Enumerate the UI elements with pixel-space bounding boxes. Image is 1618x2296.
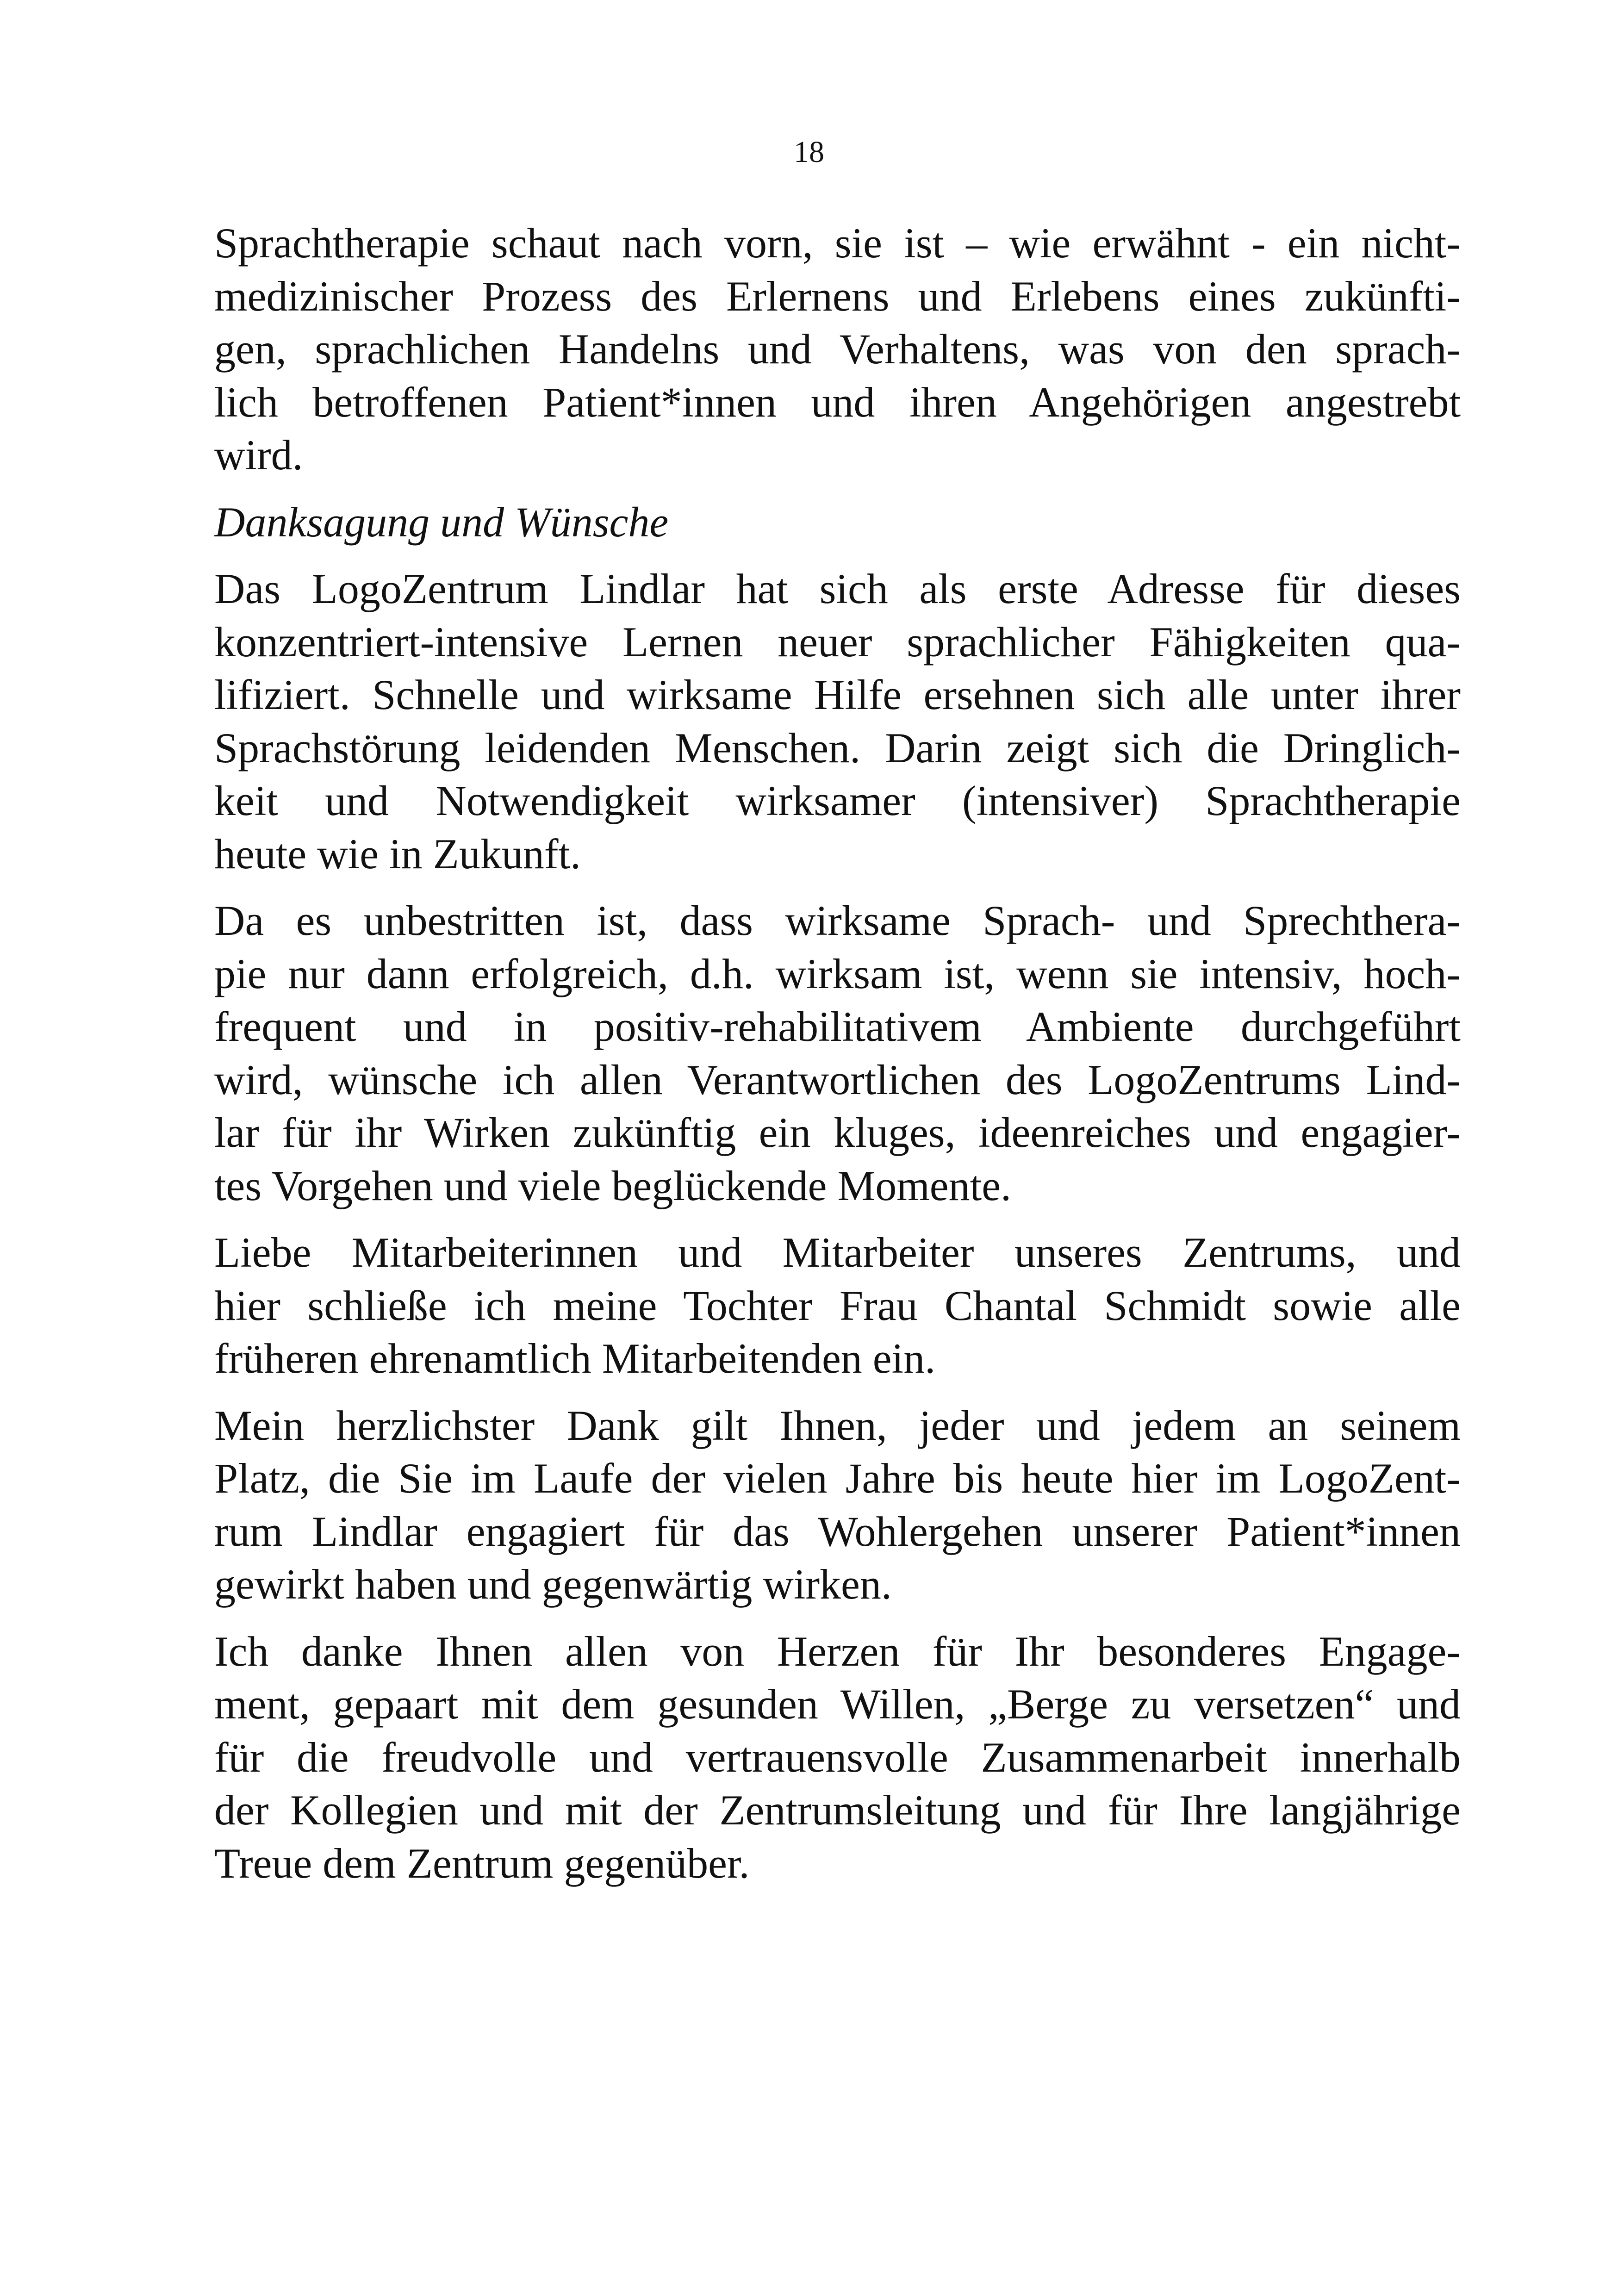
text-line: lich betroffenen Patient*innen und ihren Angehörigen angestrebt bbox=[214, 378, 1461, 426]
text-line: rum Lindlar engagiert für das Wohlergehen unserer Patient*innen bbox=[214, 1507, 1461, 1555]
text-line: wird. bbox=[214, 431, 303, 479]
body-text bbox=[161, 217, 1461, 1904]
text-line: lar für ihr Wirken zukünftig ein kluges, ideenreiches und engagier- bbox=[214, 1109, 1461, 1156]
text-line: medizinischer Prozess des Erlernens und Erlebens eines zukünfti- bbox=[214, 272, 1461, 320]
paragraph-engagement bbox=[161, 1625, 1461, 1890]
text-line: für die freudvolle und vertrauensvolle Zusammenarbeit innerhalb bbox=[214, 1733, 1461, 1781]
text-line: Mein herzlichster Dank gilt Ihnen, jeder und jedem an seinem bbox=[214, 1401, 1461, 1449]
text-line: gewirkt haben und gegenwärtig wirken. bbox=[214, 1561, 892, 1608]
text-line: gen, sprachlichen Handelns und Verhaltens, was von den sprach- bbox=[214, 325, 1461, 373]
text-line: Sprachtherapie schaut nach vorn, sie ist – wie erwähnt - ein nicht- bbox=[214, 219, 1461, 267]
paragraph-unbestritten bbox=[161, 894, 1461, 1212]
text-line: Platz, die Sie im Laufe der vielen Jahre bis heute hier im LogoZent- bbox=[214, 1455, 1461, 1502]
text-line: konzentriert-intensive Lernen neuer sprachlicher Fähigkeiten qua- bbox=[214, 618, 1461, 666]
text-line: Treue dem Zentrum gegenüber. bbox=[214, 1839, 750, 1887]
text-line: hier schließe ich meine Tochter Frau Chantal Schmidt sowie alle bbox=[214, 1282, 1461, 1329]
paragraph-logozentrum bbox=[161, 562, 1461, 880]
text-line: Da es unbestritten ist, dass wirksame Sprach- und Sprechthera- bbox=[214, 897, 1461, 944]
text-line: heute wie in Zukunft. bbox=[214, 830, 581, 877]
text-line: Ich danke Ihnen allen von Herzen für Ihr besonderes Engage- bbox=[214, 1627, 1461, 1675]
text-line: pie nur dann erfolgreich, d.h. wirksam ist, wenn sie intensiv, hoch- bbox=[214, 950, 1461, 997]
paragraph-dank bbox=[161, 1399, 1461, 1611]
text-line: lifiziert. Schnelle und wirksame Hilfe ersehnen sich alle unter ihrer bbox=[214, 671, 1461, 718]
text-line: frequent und in positiv-rehabilitativem Ambiente durchgeführt bbox=[214, 1003, 1461, 1050]
text-line: Sprachstörung leidenden Menschen. Darin zeigt sich die Dringlich- bbox=[214, 724, 1461, 772]
text-line: Liebe Mitarbeiterinnen und Mitarbeiter unseres Zentrums, und bbox=[214, 1229, 1461, 1276]
section-heading: Danksagung und Wünsche bbox=[214, 498, 669, 546]
page-number: 18 bbox=[794, 135, 824, 169]
text-line: keit und Notwendigkeit wirksamer (intensiver) Sprachtherapie bbox=[214, 777, 1461, 824]
text-line: ment, gepaart mit dem gesunden Willen, „Berge zu versetzen“ und bbox=[214, 1680, 1461, 1728]
text-line: tes Vorgehen und viele beglückende Momente. bbox=[214, 1162, 1012, 1209]
paragraph-mitarbeiter bbox=[161, 1226, 1461, 1385]
text-line: Das LogoZentrum Lindlar hat sich als erste Adresse für dieses bbox=[214, 565, 1461, 612]
text-line: früheren ehrenamtlich Mitarbeitenden ein. bbox=[214, 1335, 936, 1382]
paragraph-sprachtherapie bbox=[161, 217, 1461, 482]
text-line: der Kollegien und mit der Zentrumsleitung und für Ihre langjährige bbox=[214, 1786, 1461, 1834]
text-line: wird, wünsche ich allen Verantwortlichen des LogoZentrums Lind- bbox=[214, 1056, 1461, 1103]
